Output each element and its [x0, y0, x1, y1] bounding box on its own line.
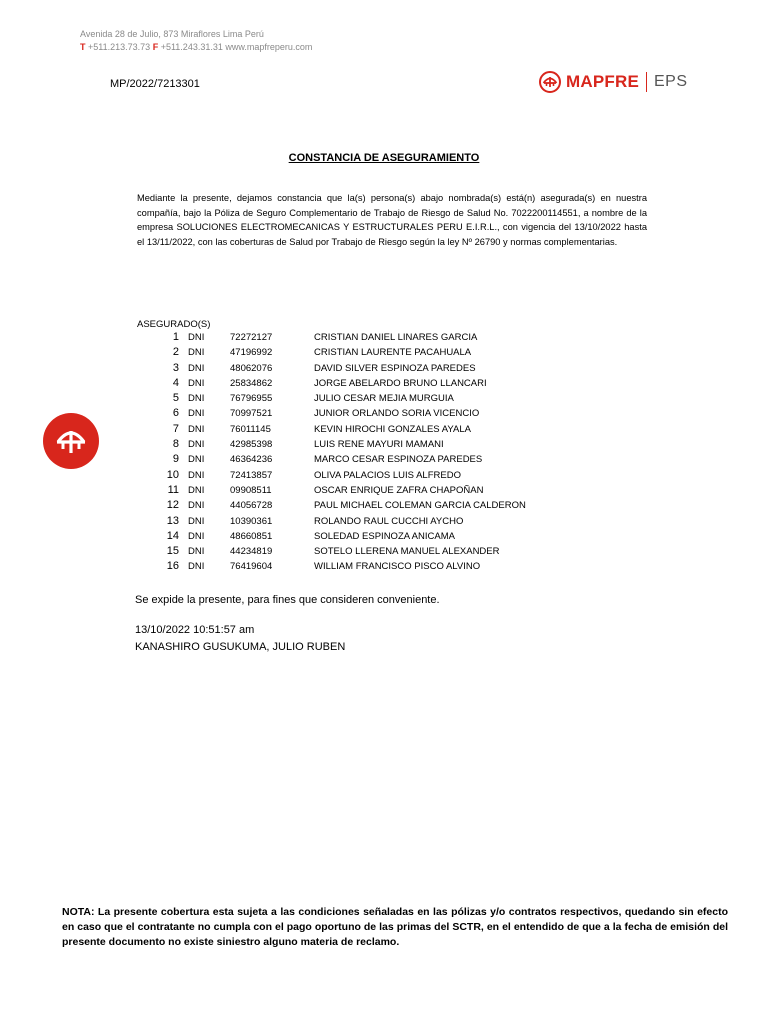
document-number: 42985398 [230, 439, 273, 451]
document-number: 48062076 [230, 362, 273, 374]
document-type: DNI [188, 362, 205, 374]
insured-row [137, 376, 597, 391]
document-title: CONSTANCIA DE ASEGURAMIENTO [288, 152, 480, 164]
insured-name: JORGE ABELARDO BRUNO LLANCARI [314, 377, 487, 389]
insured-row [137, 498, 597, 513]
insured-name: MARCO CESAR ESPINOZA PAREDES [314, 454, 483, 466]
insured-name: JUNIOR ORLANDO SORIA VICENCIO [314, 408, 480, 420]
insured-name: CRISTIAN DANIEL LINARES GARCIA [314, 332, 478, 343]
insured-name: OSCAR ENRIQUE ZAFRA CHAPOÑAN [314, 484, 484, 496]
row-number: 16 [166, 560, 179, 573]
mapfre-emblem-icon [539, 71, 561, 93]
document-type: DNI [188, 332, 205, 343]
insured-list [137, 330, 597, 575]
document-number: 10390361 [230, 515, 273, 527]
closing-statement: Se expide la presente, para fines que consideren conveniente. [135, 594, 440, 606]
document-number: 44234819 [230, 546, 273, 558]
insured-row [137, 406, 597, 421]
document-number: 76796955 [230, 393, 273, 405]
document-number: 48660851 [230, 530, 273, 542]
row-number: 4 [172, 376, 179, 389]
document-type: DNI [188, 484, 205, 496]
insured-row [137, 529, 597, 544]
row-number: 1 [172, 331, 179, 343]
insured-row [137, 391, 597, 406]
insured-heading: ASEGURADO(S) [137, 319, 211, 330]
insured-name: SOLEDAD ESPINOZA ANICAMA [314, 530, 455, 542]
document-type: DNI [188, 347, 205, 359]
row-number: 11 [167, 483, 179, 496]
insured-row [137, 345, 597, 360]
logo-wordmark: MAPFRE [566, 72, 639, 91]
document-number: 76011145 [230, 423, 271, 435]
row-number: 14 [166, 529, 179, 542]
insured-row [137, 468, 597, 483]
issuer-name: KANASHIRO GUSUKUMA, JULIO RUBEN [135, 641, 346, 653]
document-type: DNI [188, 454, 205, 466]
logo-product: EPS [653, 73, 688, 90]
row-number: 5 [172, 392, 179, 405]
row-number: 2 [172, 346, 179, 359]
row-number: 13 [166, 514, 179, 527]
phone-prefix: T [80, 42, 86, 52]
document-reference: MP/2022/7213301 [110, 78, 200, 90]
insured-name: OLIVA PALACIOS LUIS ALFREDO [314, 469, 461, 481]
insured-name: ROLANDO RAUL CUCCHI AYCHO [314, 515, 464, 527]
company-address: Avenida 28 de Julio, 873 Miraflores Lima Perú [80, 29, 264, 39]
document-type: DNI [188, 377, 205, 389]
insured-row [137, 514, 597, 529]
issue-stamp [135, 622, 345, 656]
document-type: DNI [188, 561, 205, 573]
document-type: DNI [188, 423, 205, 435]
company-address-block [80, 28, 312, 54]
document-number: 47196992 [230, 347, 273, 359]
document-type: DNI [188, 546, 205, 558]
document-number: 44056728 [230, 500, 273, 512]
document-type: DNI [188, 393, 205, 405]
row-number: 8 [172, 438, 179, 451]
website-link[interactable]: www.mapfreperu.com [225, 42, 313, 52]
company-contact-line [80, 41, 312, 54]
insured-name: KEVIN HIROCHI GONZALES AYALA [314, 423, 471, 435]
insured-name: CRISTIAN LAURENTE PACAHUALA [314, 347, 472, 359]
insured-row [137, 452, 597, 467]
document-type: DNI [188, 500, 205, 512]
insured-name: SOTELO LLERENA MANUEL ALEXANDER [314, 546, 500, 558]
insured-row [137, 330, 597, 345]
row-number: 7 [172, 422, 179, 435]
insured-row [137, 437, 597, 452]
row-number: 6 [172, 407, 179, 420]
intro-paragraph: Mediante la presente, dejamos constancia que la(s) persona(s) abajo nombrada(s) está(n) asegurada(s) en nuestra compañía, bajo la Póliza de Seguro Complementario de Trabajo de Riesgo de Salud No. 7022200114551, a nombre de la empresa SOLUCIONES ELECTROMECANICAS Y ESTRUCTURALES PERU E.I.R.L., con vigencia del 13/10/2022 hasta el 13/11/2022, con las coberturas de Salud por Trabajo de Riesgo según la ley Nº 26790 y normas complementarias. [137, 193, 647, 248]
phone-number: +511.213.73.73 [88, 42, 151, 52]
document-number: 25834862 [230, 377, 273, 389]
document-type: DNI [188, 530, 205, 542]
legal-note: NOTA: La presente cobertura esta sujeta a las condiciones señaladas en las pólizas y/o contratos respectivos, quedando sin efecto en caso que el contratante no cumpla con el pago oportuno de las primas del SCTR, en el entendido de que a la fecha de emisión del presente documento no existe siniestro alguno materia de reclamo. [62, 906, 728, 948]
insured-name: LUIS RENE MAYURI MAMANI [314, 439, 444, 451]
insured-row [137, 422, 597, 437]
logo-divider [646, 72, 647, 92]
document-type: DNI [188, 439, 205, 451]
seal-emblem-icon [43, 413, 99, 469]
document-type: DNI [188, 515, 205, 527]
document-type: DNI [188, 408, 205, 420]
issue-datetime: 13/10/2022 10:51:57 am [135, 624, 255, 636]
document-number: 76419604 [230, 561, 273, 573]
document-number: 72272127 [230, 332, 273, 343]
fax-number: +511.243.31.31 [160, 42, 223, 52]
row-number: 10 [166, 468, 179, 481]
fax-prefix: F [152, 42, 159, 52]
row-number: 9 [172, 453, 179, 466]
document-type: DNI [188, 469, 205, 481]
insured-name: DAVID SILVER ESPINOZA PAREDES [314, 362, 476, 374]
insured-name: JULIO CESAR MEJIA MURGUIA [314, 393, 454, 405]
row-number: 3 [172, 361, 179, 374]
insured-row [137, 483, 597, 498]
insured-name: WILLIAM FRANCISCO PISCO ALVINO [314, 561, 481, 573]
document-number: 46364236 [230, 454, 273, 466]
insured-row [137, 361, 597, 376]
mapfre-seal-icon [43, 413, 99, 469]
document-number: 72413857 [230, 469, 273, 481]
document-number: 09908511 [230, 484, 272, 496]
document-number: 70997521 [230, 408, 273, 420]
insured-row [137, 559, 597, 574]
row-number: 15 [166, 545, 179, 558]
insured-name: PAUL MICHAEL COLEMAN GARCIA CALDERON [314, 500, 526, 512]
insured-row [137, 544, 597, 559]
mapfre-eps-logo [539, 68, 688, 96]
row-number: 12 [166, 499, 179, 512]
